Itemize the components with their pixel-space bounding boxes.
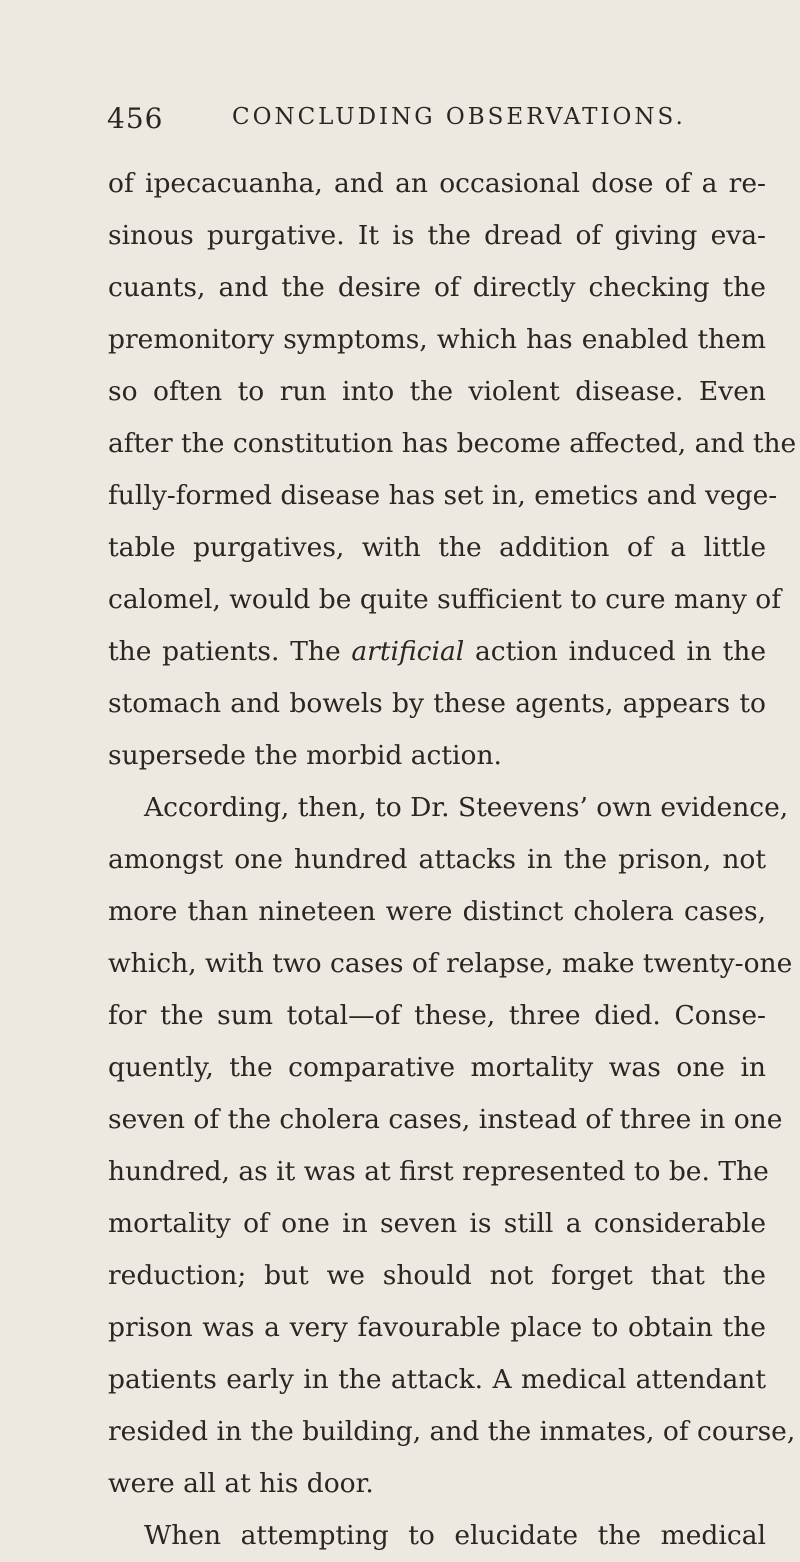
text-line: after the constitution has become affected, and the — [108, 428, 797, 459]
text-line: mortality of one in seven is still a considerable — [108, 1208, 766, 1239]
body-text — [108, 158, 797, 1562]
text-line: table purgatives, with the addition of a little — [108, 532, 766, 563]
text-line: seven of the cholera cases, instead of three in one — [108, 1104, 783, 1135]
text-line: sinous purgative. It is the dread of giving eva- — [108, 220, 766, 251]
text-line: supersede the morbid action. — [108, 740, 502, 771]
italic-word: artificial — [351, 636, 465, 667]
text-line: more than nineteen were distinct cholera cases, — [108, 896, 766, 927]
text-segment: the patients. The — [108, 636, 352, 667]
text-line: so often to run into the violent disease. Even — [108, 376, 766, 407]
text-line: stomach and bowels by these agents, appears to — [108, 688, 766, 719]
text-line: prison was a very favourable place to obtain the — [108, 1312, 766, 1343]
text-line: were all at his door. — [108, 1468, 374, 1499]
text-line: fully-formed disease has set in, emetics and vege- — [108, 480, 778, 511]
text-line: reduction; but we should not forget that the — [108, 1260, 766, 1291]
text-line: for the sum total—of these, three died. Conse- — [108, 1000, 766, 1031]
text-segment: action induced in the — [464, 636, 767, 667]
text-line: premonitory symptoms, which has enabled them — [108, 324, 766, 355]
text-line: of ipecacuanha, and an occasional dose of a re- — [108, 168, 766, 199]
text-line: patients early in the attack. A medical attendant — [108, 1364, 766, 1395]
text-line — [108, 626, 766, 678]
text-line: calomel, would be quite sufficient to cure many of — [108, 584, 782, 615]
running-title: CONCLUDING OBSERVATIONS. — [232, 104, 686, 130]
page-number: 456 — [107, 102, 164, 135]
text-line: hundred, as it was at first represented to be. The — [108, 1156, 769, 1187]
text-line: cuants, and the desire of directly checking the — [108, 272, 766, 303]
text-line: quently, the comparative mortality was one in — [108, 1052, 766, 1083]
text-line: resided in the building, and the inmates, of course, — [108, 1416, 796, 1447]
text-line: amongst one hundred attacks in the prison, not — [108, 844, 766, 875]
running-head — [107, 102, 767, 142]
text-line: When attempting to elucidate the medical — [144, 1520, 766, 1551]
text-line: which, with two cases of relapse, make twenty-one — [108, 948, 793, 979]
text-line: According, then, to Dr. Steevens’ own evidence, — [144, 792, 789, 823]
